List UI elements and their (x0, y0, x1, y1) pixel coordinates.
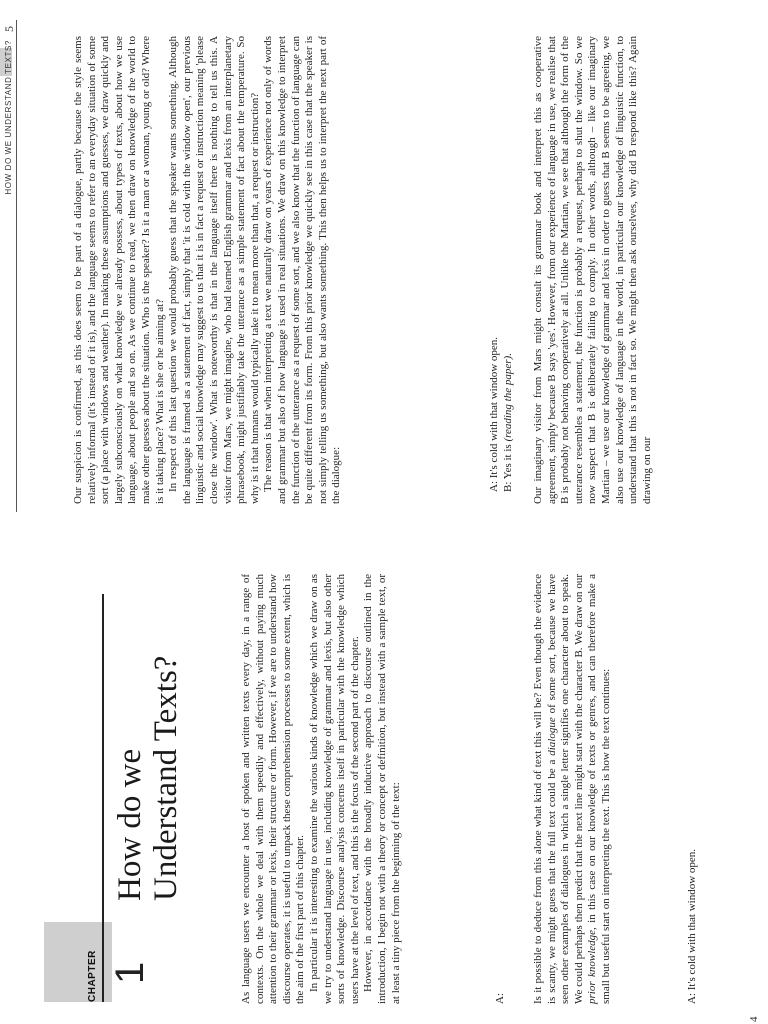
chapter-title-line-1: How do we (112, 748, 148, 901)
right-body-text (72, 36, 344, 504)
sample-a-line: A: (494, 993, 506, 1004)
left-paragraph-2: In particular it is interesting to examine the various kinds of knowledge which we draw on as we try to understand language in use, including knowledge of grammar and lexis, but also other sorts of knowledge. Discourse analysis concerns itself in particular with the knowledge which users have at the level of text, and this is the focus of the second part of the chapter. (307, 574, 361, 1004)
running-head-rule (16, 20, 17, 512)
para4-em2: prior knowledge (586, 929, 599, 1004)
left-page (0, 512, 768, 1024)
right-paragraph-4: Our imaginary visitor from Mars might consult its grammar book and interpret this as cooperative agreement, simply because B says 'yes'. However, from our experience of language in use, we realise that B is probably not behaving cooperatively at all. Unlike the Martian, we see that although the form of the utterance resembles a statement, the function is probably a request, perhaps to shut the window. So we now suspect that B is deliberately failing to comply. In other words, although – like our imaginary Martian – we use our knowledge of grammar and lexis in order to guess that B seems to be agreeing, we also use our knowledge of language in the world, in particular our knowledge of linguistic function, to understand that this is not in fact so. We might then ask ourselves, why did B respond like this? Again drawing on our (532, 36, 653, 504)
chapter-title-line-2: Understand Texts? (148, 655, 184, 901)
para4-em1: dialogue (545, 717, 558, 756)
right-paragraph-2: In respect of this last question we would probably guess that the speaker wants something. Although the language is framed as a statement of fact, simply that 'it is cold with the window open', our previous linguistic and social knowledge may suggest to us that it is in fact a request or instruction meaning 'please close the window'. What is noteworthy is that in the language itself there is nothing to tell us this. A visitor from Mars, we might imagine, who had learned English grammar and lexis from an interplanetary phrasebook, might justifiably take the utterance as a simple statement of fact about the temperature. So why is it that humans would typically take it to mean more than that, a request or instruction? (167, 36, 261, 504)
sample-line: A: It's cold with that window open. (686, 848, 698, 1004)
left-page-number: 4 (748, 1016, 760, 1022)
para4-part3: , in this case on our knowledge of texts or genres, and can therefore make a small but useful start on interpreting the text. This is how the text continues: (586, 574, 612, 1004)
sample-text-line (686, 574, 700, 1004)
dialogue-b-stage-direction: (reading the paper). (501, 353, 514, 442)
left-paragraph-4 (532, 574, 614, 1004)
chapter-number: 1 (108, 961, 152, 984)
left-paragraph-1: As language users we encounter a host of spoken and written texts every day, in a range of contexts. On the whole we deal with them speedily and effectively, without paying much attention to their grammar or lexis, their structure or form. However, if we are to understand how discourse operates, it is useful to unpack these comprehension processes to some extent, which is the aim of the first part of this chapter. (240, 574, 307, 1004)
right-page-number: 5 (2, 26, 16, 32)
dialogue-line-a: A: It's cold with that window open. (488, 336, 500, 492)
right-lower-text (532, 36, 654, 504)
chapter-rule (102, 594, 104, 1002)
running-head: HOW DO WE UNDERSTAND TEXTS? (4, 40, 13, 195)
right-paragraph-1: Our suspicion is confirmed, as this does seem to be part of a dialogue, partly because the style seems relatively informal (it's instead of it is), and the language seems to refer to an everyday situation of some sort (a place with windows and weather). In making these assumptions and guesses, we draw quickly and largely subconsciously on what knowledge we already possess, about types of texts, about how we use language, about people and so on. As we continue to read, we then draw on knowledge of the world to make other guesses about the situation. Who is the speaker? Is it a man or a woman, young or old? Where is it taking place? What is she or he aiming at? (72, 36, 166, 504)
right-paragraph-3: The reason is that when interpreting a text we naturally draw on years of experience not only of words and grammar but also of how language is used in real situations. We draw on this knowledge to interpret the function of the utterance as a request of some sort, and we also know that the function of language can be quite different from its form. From this prior knowledge we quickly see in this case that the speaker is not simply telling us something, but also wants something. This then helps us to interpret the next part of the dialogue: (262, 36, 343, 504)
dialogue-block (488, 36, 515, 504)
left-body-text (240, 574, 403, 1004)
left-lower-text (532, 574, 614, 1004)
para4-part1: Is it possible to deduce from this alone what kind of text this will be? Even though the evidence is scanty, we might guess that the full text could be a (532, 574, 558, 1004)
chapter-label: CHAPTER (87, 950, 98, 1002)
sample-text-a (494, 574, 508, 1004)
dialogue-line-b (502, 36, 516, 504)
chapter-title (112, 581, 184, 901)
left-paragraph-3: However, in accordance with the broadly inductive approach to discourse outlined in the introduction, I begin not with a theory or concept or definition, but instead with a sample text, or at least a tiny piece from the beginning of the text: (362, 574, 402, 1004)
para4-part2: of some sort, because we have seen other examples of dialogues in which a single letter signifies one character about to speak. We could perhaps then predict that the next line might start with the character B. We draw on our (545, 574, 585, 1004)
dialogue-b-prefix: B: Yes it is (501, 441, 514, 492)
